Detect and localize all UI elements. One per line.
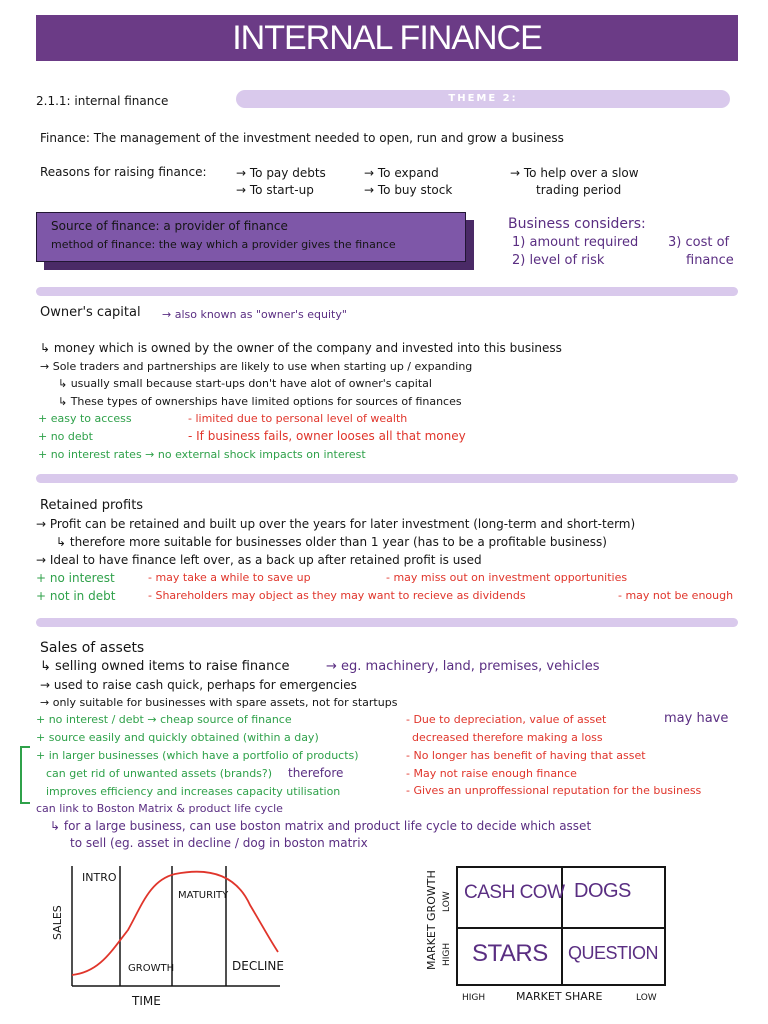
matrix-dogs: DOGS: [574, 880, 631, 902]
owners-line-4: ↳ These types of ownerships have limited options for sources of finances: [58, 395, 462, 408]
plc-y-label: SALES: [51, 905, 64, 940]
plc-maturity-label: MATURITY: [178, 890, 229, 901]
page-title: INTERNAL FINANCE: [232, 19, 542, 57]
sales-con-4: - Gives an unproffessional reputation for the business: [406, 784, 702, 797]
theme-label: THEME 2:: [448, 93, 518, 104]
sales-con-2: - No longer has benefit of having that asset: [406, 749, 646, 762]
plc-x-label: TIME: [132, 994, 161, 1008]
reasons-label: Reasons for raising finance:: [40, 165, 207, 179]
matrix-x-high: HIGH: [462, 993, 486, 1003]
sales-pro-3-cont: can get rid of unwanted assets (brands?): [46, 767, 273, 780]
plc-intro-label: INTRO: [82, 871, 117, 884]
sales-pro-3: + in larger businesses (which have a portfolio of products): [36, 749, 359, 762]
owners-aka: → also known as "owner's equity": [162, 308, 347, 321]
owners-pro-3: + no interest rates → no external shock impacts on interest: [38, 448, 366, 461]
sales-pro-1: + no interest / debt → cheap source of finance: [36, 713, 292, 726]
considers-cost: 3) cost of: [668, 235, 730, 250]
retained-con-2: - may miss out on investment opportunities: [386, 571, 628, 584]
reason-buy-stock: → To buy stock: [364, 183, 453, 197]
sales-therefore: therefore: [288, 766, 344, 780]
owners-line-1: ↳ money which is owned by the owner of the company and invested into this business: [40, 341, 562, 355]
retained-con-4: - may not be enough: [618, 589, 734, 602]
considers-cost-cont: finance: [686, 253, 734, 268]
owners-con-1: - limited due to personal level of wealth: [188, 412, 408, 425]
section-code: 2.1.1: internal finance: [36, 94, 169, 108]
sales-pro-2: + source easily and quickly obtained (within a day): [36, 731, 319, 744]
owners-line-3: ↳ usually small because start-ups don't have alot of owner's capital: [58, 377, 432, 390]
considers-title: Business considers:: [508, 216, 646, 232]
plc-growth-label: GROWTH: [128, 963, 175, 974]
sales-line-1: ↳ selling owned items to raise finance: [40, 659, 290, 674]
matrix-x-low: LOW: [636, 993, 657, 1003]
finance-definition: Finance: The management of the investment needed to open, run and grow a business: [40, 131, 564, 145]
retained-pro-2: + not in debt: [36, 589, 116, 603]
plc-decline-label: DECLINE: [232, 959, 284, 973]
reason-expand: → To expand: [364, 166, 439, 180]
matrix-question: QUESTION: [568, 943, 659, 963]
reason-start-up: → To start-up: [236, 183, 314, 197]
sales-title: Sales of assets: [40, 640, 145, 656]
sales-pro-6-cont: to sell (eg. asset in decline / dog in boston matrix: [70, 836, 368, 850]
sales-line-1-examples: → eg. machinery, land, premises, vehicles: [326, 659, 600, 674]
retained-line-2: ↳ therefore more suitable for businesses older than 1 year (has to be a profitable business): [56, 535, 607, 549]
retained-con-3: - Shareholders may object as they may want to recieve as dividends: [148, 589, 526, 602]
matrix-divider-horizontal: [458, 927, 664, 929]
matrix-y-label: MARKET GROWTH: [425, 870, 438, 970]
retained-pro-1: + no interest: [36, 571, 115, 585]
sales-con-1: - Due to depreciation, value of asset: [406, 713, 607, 726]
sales-pro-5: can link to Boston Matrix & product life cycle: [36, 802, 283, 815]
matrix-y-low: LOW: [442, 891, 452, 912]
reason-pay-debts: → To pay debts: [236, 166, 326, 180]
boston-matrix-grid: [456, 866, 666, 986]
matrix-stars: STARS: [472, 940, 548, 967]
owners-pro-2: + no debt: [38, 430, 93, 443]
owners-line-2: → Sole traders and partnerships are likely to use when starting up / expanding: [40, 360, 473, 373]
retained-con-1: - may take a while to save up: [148, 571, 311, 584]
matrix-y-high: HIGH: [442, 942, 452, 966]
reason-slow-trading: → To help over a slow: [510, 166, 639, 180]
reason-slow-trading-cont: trading period: [536, 183, 622, 197]
sales-con-1-may-have: may have: [664, 711, 729, 726]
retained-line-1: → Profit can be retained and built up over the years for later investment (long-term and short-term): [36, 517, 636, 531]
matrix-cash-cow: CASH COW: [464, 882, 565, 903]
sales-con-3: - May not raise enough finance: [406, 767, 577, 780]
sales-line-3: → only suitable for businesses with spare assets, not for startups: [40, 696, 398, 709]
retained-line-3: → Ideal to have finance left over, as a back up after retained profit is used: [36, 553, 482, 567]
owners-pro-1: + easy to access: [38, 412, 132, 425]
source-of-finance: Source of finance: a provider of finance: [51, 219, 288, 233]
retained-title: Retained profits: [40, 498, 144, 513]
considers-amount: 1) amount required: [512, 235, 639, 250]
owners-con-2: - If business fails, owner looses all that money: [188, 429, 466, 443]
matrix-x-label: MARKET SHARE: [516, 990, 603, 1003]
sales-con-1-cont: decreased therefore making a loss: [412, 731, 603, 744]
method-of-finance: method of finance: the way which a provider gives the finance: [51, 238, 396, 251]
sales-pro-4: improves efficiency and increases capacity utilisation: [46, 785, 341, 798]
sales-line-2: → used to raise cash quick, perhaps for emergencies: [40, 678, 357, 692]
owners-title: Owner's capital: [40, 305, 141, 320]
sales-pro-6: ↳ for a large business, can use boston matrix and product life cycle to decide which asset: [50, 819, 592, 833]
considers-risk: 2) level of risk: [512, 253, 605, 268]
